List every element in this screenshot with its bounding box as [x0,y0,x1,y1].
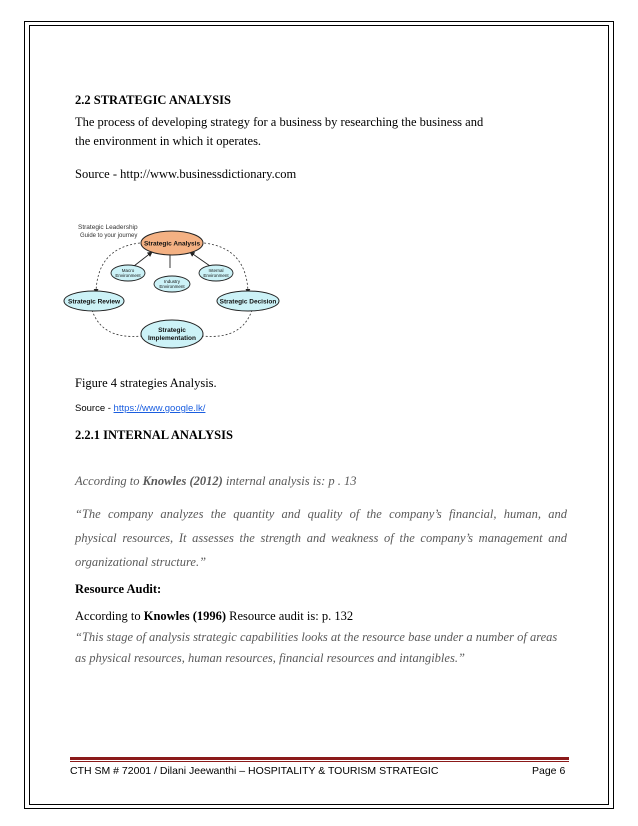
footer-rule-thin [70,761,569,762]
internal-according-author: Knowles (2012) [142,474,223,488]
arrow-internal-analysis [190,252,210,266]
footer-title: CTH SM # 72001 / Dilani Jeewanthi – HOSPITALITY & TOURISM STRATEGIC [70,765,439,777]
node-implementation-label-2: Implementation [147,335,197,342]
section-heading: 2.2 STRATEGIC ANALYSIS [75,93,231,107]
definition-line-2: the environment in which it operates. [75,134,262,148]
node-macro-label-1: Macro [121,268,135,273]
strategy-diagram [62,218,286,358]
internal-quote-line-1: “The company analyzes the quantity and quality of the company’s financial, human, and [75,507,567,521]
figure-source [75,403,205,414]
node-strategic-review-label: Strategic Review [67,298,121,306]
internal-heading: 2.2.1 INTERNAL ANALYSIS [75,428,233,442]
internal-quote-line-3: organizational structure.” [75,555,207,569]
internal-according-post: internal analysis is: p . 13 [222,474,357,488]
arrow-macro-analysis [134,252,152,266]
internal-quote-line-2: physical resources, It assesses the strength and weakness of the company’s management and [75,531,567,545]
definition-line-1: The process of developing strategy for a business by researching the business and [75,115,484,129]
diagram-caption-line-1: Strategic Leadership [78,224,138,231]
page-number: Page 6 [532,765,566,777]
audit-according [75,606,353,626]
audit-quote-line-2: as physical resources, human resources, financial resources and intangibles.” [75,651,465,665]
figure-source-link[interactable]: https://www.google.lk/ [113,403,206,414]
node-industry-label-1: Industry [163,279,181,284]
footer-rule-thick [70,757,569,760]
figure-source-label: Source - [75,403,114,414]
audit-quote-line-1: “This stage of analysis strategic capabilities looks at the resource base under a number of areas [75,630,558,644]
node-implementation-label-1: Strategic [158,327,186,334]
node-strategic-analysis-label: Strategic Analysis [143,240,201,248]
audit-heading: Resource Audit: [75,582,162,596]
node-macro-label-2: Environment [115,273,141,278]
audit-according-post: Resource audit is: p. 132 [226,609,354,623]
arc-decision-implementation [202,310,252,336]
node-strategic-implementation [141,320,203,348]
figure-caption: Figure 4 strategies Analysis. [75,376,217,390]
definition-source: Source - http://www.businessdictionary.com [75,167,297,181]
node-internal-label-1: Internal [208,268,224,273]
diagram-caption-line-2: Guide to your journey [80,233,138,239]
node-internal-label-2: Environment [203,273,229,278]
arc-review-implementation [92,310,142,336]
audit-according-pre: According to [75,609,144,623]
node-industry-label-2: Environment [159,284,185,289]
internal-according-pre: According to [75,474,143,488]
audit-according-author: Knowles (1996) [143,609,227,623]
internal-according [75,474,356,489]
node-strategic-decision-label: Strategic Decision [219,298,277,306]
